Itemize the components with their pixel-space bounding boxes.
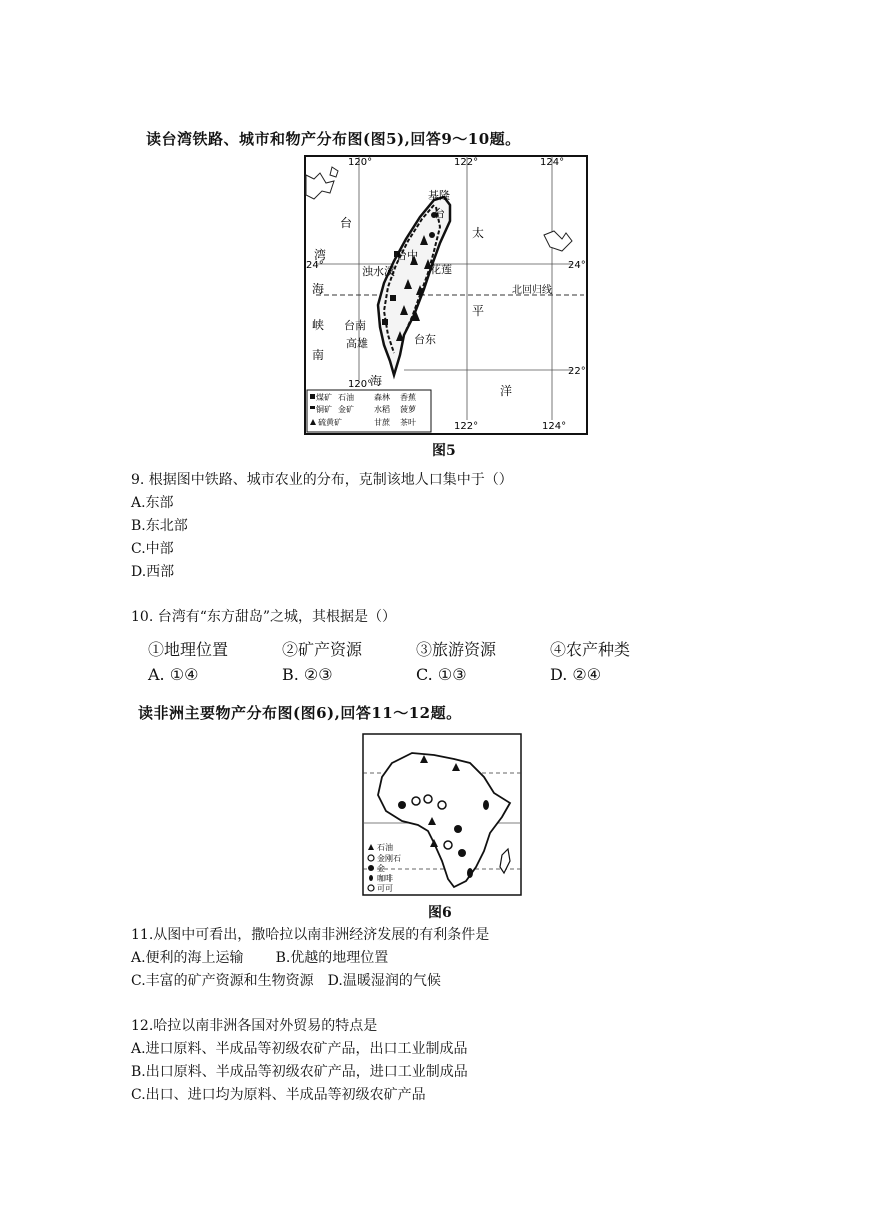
taiwan-map-svg: [304, 155, 588, 435]
legend-item: 茶叶: [400, 418, 416, 427]
sea-label: 太: [472, 226, 485, 240]
q10-option-a: A. ①④: [148, 665, 199, 684]
legend-item: 石油: [377, 843, 393, 852]
question-12: [131, 1015, 468, 1107]
city-label: 浊水溪: [362, 265, 395, 278]
legend-item: 甘蔗: [374, 418, 390, 427]
q12-stem: 12.哈拉以南非洲各国对外贸易的特点是: [131, 1018, 378, 1034]
lon-label: 124°: [542, 421, 567, 432]
q11-stem: 11.从图中可看出，撒哈拉以南非洲经济发展的有利条件是: [131, 927, 490, 943]
figure-6-caption: 图6: [428, 905, 452, 921]
city-label: 台中: [396, 249, 418, 262]
q11-option-b: B.优越的地理位置: [275, 950, 389, 966]
sea-label: 湾: [314, 248, 327, 262]
legend-item: 香蕉: [400, 393, 416, 402]
figure-6-africa-map: [362, 733, 522, 896]
lat-label: 24°: [568, 260, 586, 271]
legend-item: 金矿: [338, 405, 354, 414]
city-label: 台东: [414, 333, 436, 346]
sea-label: 峡: [312, 318, 325, 332]
q9-stem: 9. 根据图中铁路、城市农业的分布，克制该地人口集中于（）: [131, 472, 513, 488]
q10-item-1: ①地理位置: [148, 640, 229, 659]
legend-item: 金: [377, 864, 385, 873]
legend-item: 咖啡: [377, 874, 393, 883]
q11-options-row2: [131, 970, 489, 993]
city-label: 基隆: [428, 189, 450, 202]
q10-option-c: C. ①③: [416, 665, 467, 684]
q10-item-3: ③旅游资源: [416, 640, 497, 659]
figure-5-taiwan-map: [304, 155, 588, 435]
city-label: 高雄: [346, 337, 368, 350]
legend-item: 水稻: [374, 405, 390, 414]
figure-5-caption: 图5: [432, 443, 456, 459]
lat-label: 24°: [306, 260, 324, 271]
sea-label: 平: [472, 304, 485, 318]
intro-africa: 读非洲主要物产分布图(图6),回答11～12题。: [138, 704, 462, 722]
lon-label: 120°: [348, 379, 373, 390]
q10-option-d: D. ②④: [550, 665, 602, 684]
q11-option-d: D.温暖湿润的气候: [327, 973, 441, 989]
q11-option-a: A.便利的海上运输: [131, 950, 244, 966]
legend-item: 煤矿: [316, 393, 332, 402]
intro-taiwan: 读台湾铁路、城市和物产分布图(图5),回答9～10题。: [146, 130, 521, 148]
sea-label: 台: [340, 216, 353, 230]
q10-stem: 10. 台湾有“东方甜岛”之城，其根据是（）: [131, 609, 397, 625]
question-11: [131, 924, 489, 993]
lon-label: 120°: [348, 157, 373, 168]
city-label: 花莲: [430, 263, 452, 276]
sea-label: 洋: [500, 384, 513, 398]
q9-option-c: C.中部: [131, 541, 174, 557]
q9-option-d: D.西部: [131, 564, 175, 580]
q10-item-2: ②矿产资源: [282, 640, 363, 659]
lon-label: 124°: [540, 157, 565, 168]
city-label: 台南: [344, 319, 366, 332]
africa-map-svg: [362, 733, 522, 896]
q9-option-a: A.东部: [131, 495, 174, 511]
sea-label: 南: [312, 348, 325, 362]
legend-item: 菠萝: [400, 405, 416, 414]
tropic-label: 北回归线: [512, 285, 552, 296]
q9-option-b: B.东北部: [131, 518, 188, 534]
legend-item: 森林: [374, 393, 390, 402]
q12-option-c: C.出口、进口均为原料、半成品等初级农矿产品: [131, 1087, 426, 1103]
q11-options-row1: [131, 947, 489, 970]
lon-label: 122°: [454, 421, 479, 432]
lon-label: 122°: [454, 157, 479, 168]
legend-item: 铜矿: [316, 405, 332, 414]
sea-label: 海: [312, 282, 325, 296]
q10-option-b: B. ②③: [282, 665, 333, 684]
sea-label: 海: [370, 374, 383, 388]
q12-option-b: B.出口原料、半成品等初级农矿产品，进口工业制成品: [131, 1064, 468, 1080]
legend-item: 石油: [338, 393, 354, 402]
legend-item: 硫黄矿: [318, 418, 342, 427]
lat-label: 22°: [568, 366, 586, 377]
q10-item-4: ④农产种类: [550, 640, 631, 659]
legend-item: 金刚石: [377, 854, 401, 863]
sea-label: 台: [434, 207, 445, 220]
q12-option-a: A.进口原料、半成品等初级农矿产品，出口工业制成品: [131, 1041, 468, 1057]
q11-option-c: C.丰富的矿产资源和生物资源: [131, 973, 314, 989]
question-9: [131, 469, 513, 584]
legend-item: 可可: [377, 884, 393, 893]
